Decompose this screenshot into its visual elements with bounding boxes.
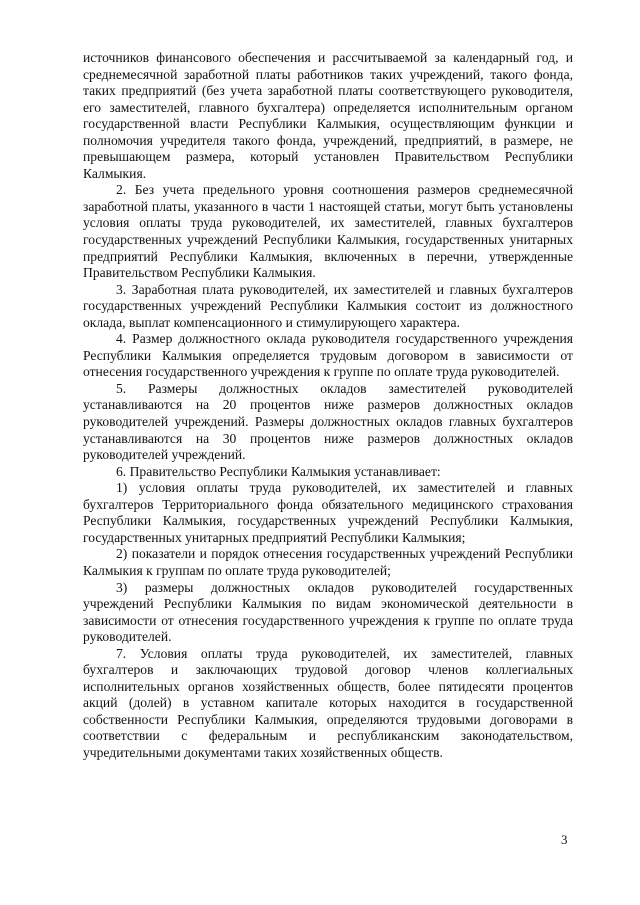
paragraph-6-item-1: 1) условия оплаты труда руководителей, их заместителей и главных бухгалтеров Территориального фонда обязательного медицинского страхования Республики Калмыкия, государственных учреждений Республики Калмыкия, государственных унитарных предприятий Республики Калмыкия; [83, 480, 573, 545]
paragraph-4: 4. Размер должностного оклада руководителя государственного учреждения Республики Калмыкия определяется трудовым договором в зависимости от отнесения государственного учреждения к группе по оплате труда руководителей. [83, 331, 573, 380]
paragraph-6-item-2: 2) показатели и порядок отнесения государственных учреждений Республики Калмыкия к группам по оплате труда руководителей; [83, 546, 573, 578]
document-body [83, 50, 573, 762]
paragraph-6-item-3: 3) размеры должностных окладов руководителей государственных учреждений Республики Калмыкия по видам экономической деятельности в зависимости от отнесения государственного учреждения к группе по оплате труда руководителей. [83, 579, 573, 645]
paragraph-5: 5. Размеры должностных окладов заместителей руководителей устанавливаются на 20 процентов ниже размеров должностных окладов руководителей учреждений. Размеры должностных окладов главных бухгалтеров устанавливаются на 30 процентов ниже размеров должностных окладов руководителей учреждений. [83, 380, 573, 463]
paragraph-2: 2. Без учета предельного уровня соотношения размеров среднемесячной заработной платы, указанного в части 1 настоящей статьи, могут быть установлены условия оплаты труда руководителей, их заместителей, главных бухгалтеров государственных учреждений Республики Калмыкия, государственных унитарных предприятий Республики Калмыкия, включенных в перечни, утвержденные Правительством Республики Калмыкия. [83, 182, 573, 281]
page-number: 3 [561, 832, 568, 847]
paragraph-1: источников финансового обеспечения и рассчитываемой за календарный год, и среднемесячной заработной платы работников таких учреждений, такого фонда, таких предприятий (без учета заработной платы соответствующего руководителя, его заместителей, главного бухгалтера) определяется исполнительным органом государственной власти Республики Калмыкия, осуществляющим функции и полномочия учредителя такого фонда, учреждений, предприятий, в размере, не превышающем размера, который установлен Правительством Республики Калмыкия. [83, 50, 573, 181]
paragraph-6: 6. Правительство Республики Калмыкия устанавливает: [116, 463, 441, 479]
paragraph-7: 7. Условия оплаты труда руководителей, их заместителей, главных бухгалтеров и заключающих трудовой договор членов коллегиальных исполнительных органов хозяйственных обществ, более пятидесяти процентов акций (долей) в уставном капитале которых находится в государственной собственности Республики Калмыкия, определяются трудовыми договорами в соответствии с федеральным и республиканским законодательством, учредительными документами таких хозяйственных обществ. [83, 645, 573, 760]
paragraph-3: 3. Заработная плата руководителей, их заместителей и главных бухгалтеров государственных учреждений Республики Калмыкия состоит из должностного оклада, выплат компенсационного и стимулирующего характера. [83, 281, 573, 330]
